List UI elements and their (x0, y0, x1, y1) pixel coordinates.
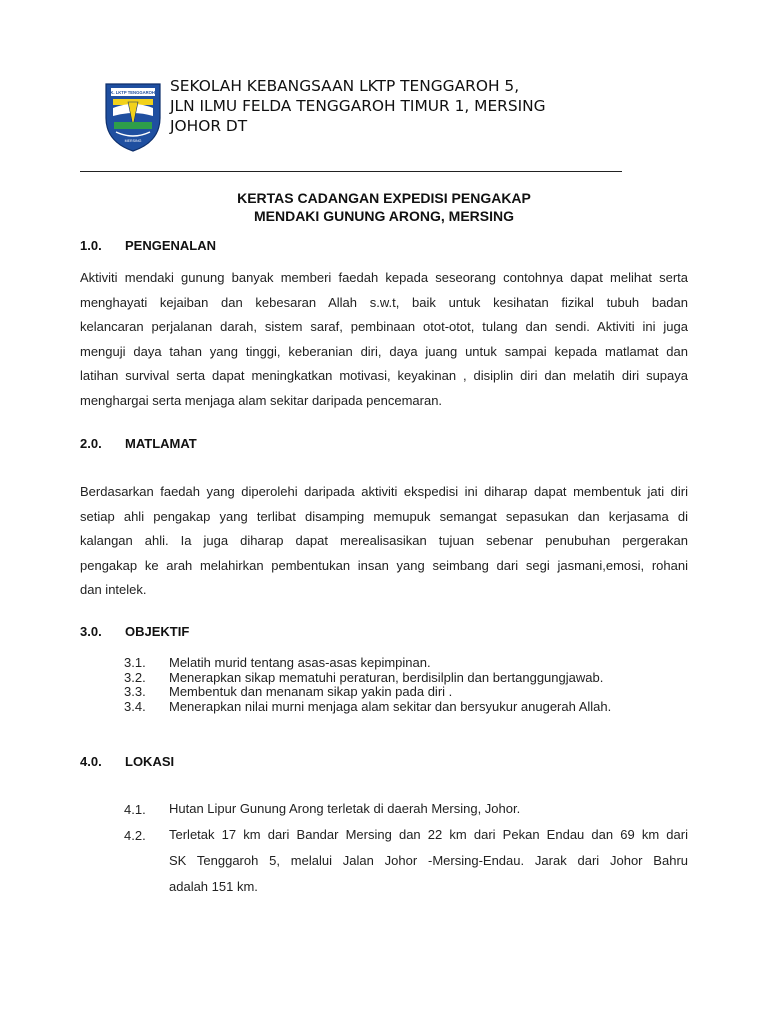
paragraph-pengenalan (80, 266, 688, 413)
paragraph-line: setiap ahli pengakap yang terlibat disamping memupuk semangat sepasukan dan kerjasama di (80, 508, 688, 524)
list-item (124, 656, 611, 671)
list-item-text: Menerapkan nilai murni menjaga alam sekitar dan bersyukur anugerah Allah. (169, 698, 612, 714)
section-heading-lokasi (80, 754, 174, 769)
paragraph-line: kelancaran perjalanan darah, sistem saraf, pembinaan otot-otot, tulang dan sendi. Aktiviti ini juga (80, 319, 688, 334)
list-item (124, 671, 611, 686)
paragraph-line: Berdasarkan faedah yang diperolehi daripada aktiviti ekspedisi ini diharap dapat membentuk jati diri (80, 484, 688, 499)
logo-caption-top: SK. LKTP TENGGAROH 5 (107, 90, 159, 96)
list-item (124, 700, 611, 715)
list-item-text: Terletak 17 km dari Bandar Mersing dan 22 km dari Pekan Endau dan 69 km dari (169, 827, 688, 842)
list-item-text: Melatih murid tentang asas-asas kepimpinan. (169, 655, 431, 670)
paragraph-line: menghayati kejaiban dan kebesaran Allah s.w.t, baik untuk kesihatan fizikal tubuh badan (80, 294, 688, 310)
section-number: 3.0. (80, 624, 102, 639)
section-number: 4.0. (80, 754, 102, 769)
header-divider (80, 171, 622, 172)
paragraph-line: dan intelek. (80, 582, 147, 597)
paragraph-matlamat (80, 480, 688, 603)
school-state: JOHOR DT (170, 117, 248, 135)
list-item-text: Menerapkan sikap mematuhi peraturan, berdisilplin dan bertanggungjawab. (169, 669, 604, 685)
list-item-number: 3.1. (124, 655, 146, 670)
list-item-number: 3.3. (124, 684, 146, 700)
paragraph-line: pengakap ke arah melahirkan pembentukan insan yang seimbang dari segi jasmani,emosi, rohani (80, 557, 688, 573)
paragraph-line: latihan survival serta dapat meningkatkan motivasi, keyakinan , disiplin diri dan melatih diri supaya (80, 368, 688, 383)
list-item-number: 3.2. (124, 669, 146, 685)
document-title-line1: KERTAS CADANGAN EXPEDISI PENGAKAP (237, 190, 531, 206)
list-item-number: 3.4. (124, 698, 146, 714)
list-item-text: SK Tenggaroh 5, melalui Jalan Johor -Mersing-Endau. Jarak dari Johor Bahru (169, 853, 688, 868)
paragraph-line: Aktiviti mendaki gunung banyak memberi faedah kepada seseorang contohnya dapat melihat serta (80, 270, 688, 285)
section-heading-pengenalan (80, 238, 216, 253)
list-item-text: Hutan Lipur Gunung Arong terletak di daerah Mersing, Johor. (169, 801, 521, 816)
section-number: 1.0. (80, 238, 102, 253)
logo-caption-bottom: MERSING (124, 139, 142, 143)
section-title: PENGENALAN (125, 238, 217, 253)
school-address-block (170, 76, 546, 136)
list-item-text: adalah 151 km. (169, 879, 258, 894)
section-heading-matlamat (80, 436, 197, 451)
section-title: OBJEKTIF (125, 624, 190, 639)
location-item (124, 822, 688, 900)
school-name: SEKOLAH KEBANGSAAN LKTP TENGGAROH 5, (170, 77, 520, 95)
list-item-text: Membentuk dan menanam sikap yakin pada diri . (169, 684, 453, 700)
location-item (124, 796, 688, 822)
list-item-number: 4.2. (124, 828, 146, 843)
document-title-line2: MENDAKI GUNUNG ARONG, MERSING (253, 208, 515, 224)
school-crest-logo (104, 82, 162, 152)
paragraph-line: kalangan ahli. Ia juga diharap dapat merealisasikan tujuan sebenar penubuhan pergerakan (80, 533, 688, 548)
school-street: JLN ILMU FELDA TENGGAROH TIMUR 1, MERSING (170, 97, 546, 115)
section-number: 2.0. (80, 436, 102, 451)
section-title: LOKASI (125, 754, 175, 769)
section-heading-objektif (80, 624, 189, 639)
objective-list (124, 656, 611, 714)
list-item (124, 685, 611, 700)
paragraph-line: menguji daya tahan yang tinggi, keberanian diri, daya juang untuk sampai kepada matlamat dan (80, 343, 688, 359)
list-item-number: 4.1. (124, 802, 146, 817)
paragraph-line: menghargai serta menjaga alam sekitar daripada pencemaran. (80, 392, 443, 408)
section-title: MATLAMAT (125, 436, 197, 451)
